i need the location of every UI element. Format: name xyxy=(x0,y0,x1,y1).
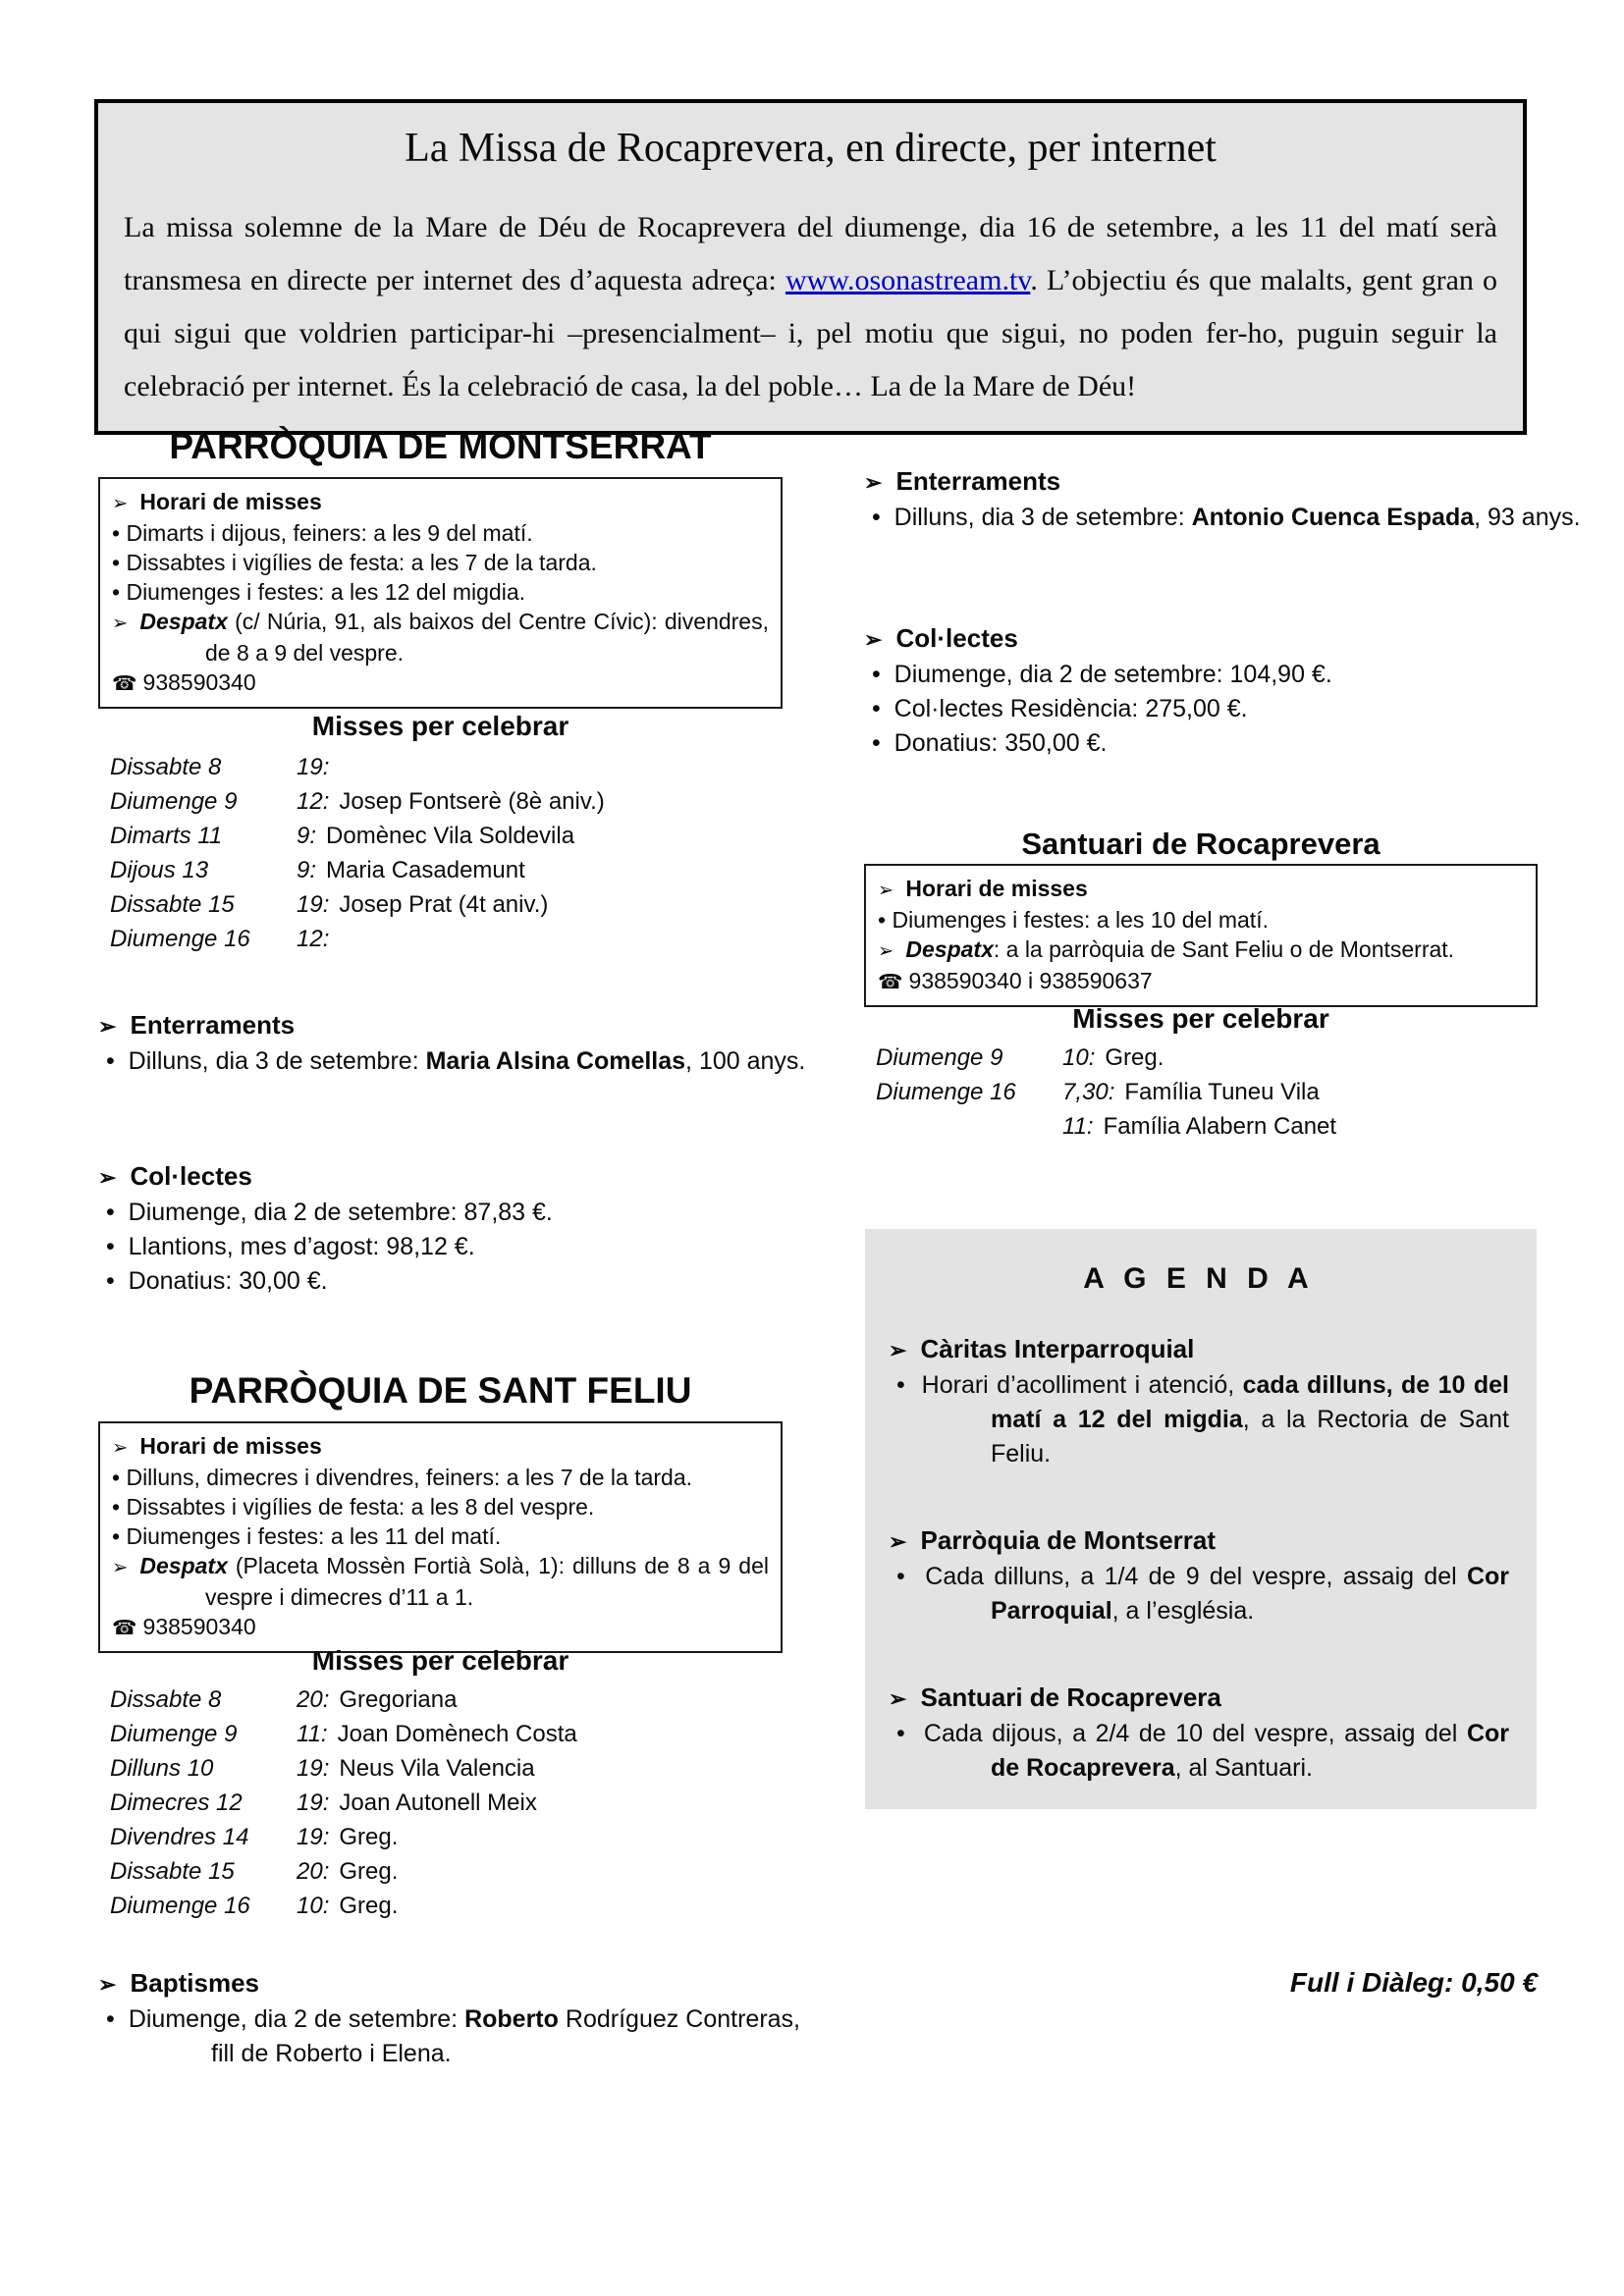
mass-name: Joan Domènech Costa xyxy=(337,1721,577,1747)
arrowhead-icon xyxy=(98,1968,131,1998)
phone-number xyxy=(112,1612,769,1643)
banner-text-post: . L’objectiu és que malalts, gent gran o qui sigui que voldrien participar-hi –presencialment– i, pel motiu que sigui, no poden fer-ho, puguin seguir la celebració per internet. És la celebració de casa, la del poble… La de la Mare de Déu! xyxy=(124,264,1497,402)
mass-row xyxy=(98,1751,783,1786)
mass-day: Dijous 13 xyxy=(110,857,209,883)
stream-link[interactable]: www.osonastream.tv xyxy=(785,264,1031,296)
mass-day: Dilluns 10 xyxy=(110,1755,214,1782)
phone-icon xyxy=(112,669,143,695)
agenda-item-heading xyxy=(889,1522,1509,1560)
santfeliu-baptismes xyxy=(98,1965,800,2071)
mass-row xyxy=(864,1041,1538,1075)
mass-row xyxy=(98,1854,783,1889)
agenda-title: A G E N D A xyxy=(1083,1262,1315,1295)
banner-title: La Missa de Rocaprevera, en directe, per internet xyxy=(405,126,1217,171)
banner-body xyxy=(124,201,1497,413)
entry-bold: cada dilluns, de 10 del matí a 12 del migdia xyxy=(991,1371,1509,1433)
mass-time: 20: xyxy=(297,1858,330,1885)
agenda-box xyxy=(865,1229,1537,1809)
mass-name: Neus Vila Valencia xyxy=(339,1755,535,1782)
mass-row xyxy=(98,853,783,887)
mass-name: Greg. xyxy=(339,1858,399,1885)
mass-name: Greg. xyxy=(339,1893,399,1919)
santuari-horari-box xyxy=(864,864,1538,1007)
agenda-item xyxy=(889,1331,1509,1471)
heading-label: Enterraments xyxy=(130,1010,296,1040)
baptised-name: Roberto xyxy=(464,2005,559,2033)
santfeliu-misses-table xyxy=(98,1682,783,1923)
entry-text: , 100 anys. xyxy=(685,1047,806,1075)
horari-heading xyxy=(112,487,769,518)
entry-text: Diumenge, dia 2 de setembre: xyxy=(128,2005,465,2033)
right-collectes xyxy=(864,620,1538,761)
montserrat-collectes xyxy=(98,1158,783,1299)
mass-day: Dimarts 11 xyxy=(110,823,223,849)
santuari-misses-table xyxy=(864,1041,1538,1144)
montserrat-horari-box xyxy=(98,477,783,709)
mass-time: 12: xyxy=(297,926,330,952)
horari-item: • Dilluns, dimecres i divendres, feiners: a les 7 de la tarda. xyxy=(112,1463,769,1492)
phone-value: 938590340 xyxy=(142,669,256,695)
heading-label: Baptismes xyxy=(130,1968,260,1998)
entry-bold: Cor de Rocaprevera xyxy=(991,1720,1509,1782)
agenda-item-text xyxy=(889,1560,1509,1629)
horari-item: • Dissabtes i vigílies de festa: a les 7 de la tarda. xyxy=(112,548,769,577)
arrowhead-icon xyxy=(112,1433,139,1459)
mass-name: Família Tuneu Vila xyxy=(1124,1079,1320,1105)
heading-label: Parròquia de Montserrat xyxy=(920,1525,1217,1555)
phone-number xyxy=(878,966,1524,997)
enterrament-entry xyxy=(864,501,1624,535)
arrowhead-icon xyxy=(112,1553,139,1578)
mass-time: 11: xyxy=(297,1721,328,1747)
entry-text: , a la Rectoria de Sant Feliu. xyxy=(991,1406,1509,1468)
entry-text: , 93 anys. xyxy=(1474,504,1581,531)
heading-label: Santuari de Rocaprevera xyxy=(920,1682,1221,1712)
mass-time: 19: xyxy=(297,1755,330,1782)
mass-row xyxy=(98,750,783,784)
phone-icon xyxy=(112,1614,143,1639)
arrowhead-icon xyxy=(112,489,139,514)
entry-text: Dilluns, dia 3 de setembre: xyxy=(893,504,1192,531)
entry-bold: Cor Parroquial xyxy=(991,1563,1509,1625)
enterraments-heading xyxy=(98,1007,783,1044)
agenda-item xyxy=(889,1522,1509,1629)
mass-time: 19: xyxy=(297,1824,330,1850)
mass-day: Dissabte 8 xyxy=(110,1686,222,1713)
horari-item: • Dimarts i dijous, feiners: a les 9 del matí. xyxy=(112,518,769,548)
mass-name: Domènec Vila Soldevila xyxy=(326,823,575,849)
despatx-label: Despatx xyxy=(905,936,994,962)
right-enterraments xyxy=(864,463,1581,535)
entry-text: Dilluns, dia 3 de setembre: xyxy=(128,1047,426,1075)
enterraments-heading xyxy=(864,463,1538,501)
santfeliu-horari-box xyxy=(98,1421,783,1653)
mass-time: 20: xyxy=(297,1686,330,1713)
banner-text-pre: La missa solemne de la Mare de Déu de Rocaprevera del diumenge, dia 16 de setembre, a les 11 del matí serà transmesa en directe per internet des d’aquesta adreça: xyxy=(124,211,1497,296)
entry-text: , al Santuari. xyxy=(1174,1754,1313,1782)
mass-row xyxy=(98,1820,783,1854)
arrowhead-icon xyxy=(98,1010,131,1040)
mass-day: Diumenge 9 xyxy=(110,1721,238,1747)
montserrat-misses-title: Misses per celebrar xyxy=(311,711,569,741)
horari-item: • Diumenges i festes: a les 12 del migdia. xyxy=(112,577,769,607)
mass-day xyxy=(864,1109,1062,1144)
mass-day: Diumenge 16 xyxy=(876,1079,1016,1105)
mass-row xyxy=(98,922,783,956)
entry-text: Cada dijous, a 2/4 de 10 del vespre, assaig del xyxy=(923,1720,1467,1747)
baptisme-entry xyxy=(98,2002,800,2071)
phone-value: 938590340 xyxy=(142,1614,256,1639)
despatx-label: Despatx xyxy=(139,1553,228,1578)
santfeliu-title: PARRÒQUIA DE SANT FELIU xyxy=(189,1370,692,1411)
montserrat-title: PARRÒQUIA DE MONTSERRAT xyxy=(169,426,712,466)
mass-time: 19: xyxy=(297,891,330,918)
mass-name: Joan Autonell Meix xyxy=(339,1789,537,1816)
price-note: Full i Diàleg: 0,50 € xyxy=(1289,1967,1538,1998)
arrowhead-icon xyxy=(889,1682,921,1712)
mass-row xyxy=(98,819,783,853)
mass-time: 19: xyxy=(297,754,330,780)
arrowhead-icon xyxy=(878,936,905,962)
horari-item: • Diumenges i festes: a les 11 del matí. xyxy=(112,1522,769,1551)
horari-item: • Dissabtes i vigílies de festa: a les 8 del vespre. xyxy=(112,1492,769,1522)
despatx-text: (Placeta Mossèn Fortià Solà, 1): dilluns de 8 a 9 del vespre i dimecres d’11 a 1. xyxy=(205,1553,769,1610)
montserrat-misses-table xyxy=(98,750,783,956)
arrowhead-icon xyxy=(878,876,905,901)
arrowhead-icon xyxy=(112,609,139,634)
mass-time: 19: xyxy=(297,1789,330,1816)
heading-label: Col·lectes xyxy=(130,1161,252,1191)
collecte-item: • Llantions, mes d’agost: 98,12 €. xyxy=(98,1230,783,1264)
deceased-name: Antonio Cuenca Espada xyxy=(1191,504,1475,531)
despatx-label: Despatx xyxy=(139,609,228,634)
banner-box xyxy=(94,99,1527,435)
phone-icon xyxy=(878,968,909,993)
horari-heading xyxy=(878,874,1524,905)
heading-label: Enterraments xyxy=(895,466,1061,496)
despatx-line xyxy=(112,1551,769,1612)
enterrament-entry xyxy=(98,1044,820,1079)
mass-time: 7,30: xyxy=(1062,1079,1115,1105)
mass-day: Diumenge 9 xyxy=(110,788,238,815)
phone-number xyxy=(112,667,769,699)
agenda-item-text xyxy=(889,1368,1509,1471)
mass-row xyxy=(98,1717,783,1751)
heading-label: Càritas Interparroquial xyxy=(920,1334,1195,1363)
arrowhead-icon xyxy=(864,623,896,653)
santfeliu-misses-title: Misses per celebrar xyxy=(311,1645,569,1676)
agenda-item xyxy=(889,1680,1509,1786)
collecte-item: • Donatius: 350,00 €. xyxy=(864,726,1538,761)
despatx-line xyxy=(112,607,769,667)
collectes-heading xyxy=(98,1158,783,1196)
entry-text: Rodríguez Contreras, fill de Roberto i Elena. xyxy=(211,2005,800,2067)
horari-item: • Diumenges i festes: a les 10 del matí. xyxy=(878,905,1524,934)
mass-day: Dimecres 12 xyxy=(110,1789,243,1816)
collecte-item: • Donatius: 30,00 €. xyxy=(98,1264,783,1299)
entry-text: Horari d’acolliment i atenció, xyxy=(921,1371,1243,1399)
mass-name: Greg. xyxy=(1105,1044,1164,1071)
mass-name: Josep Prat (4t aniv.) xyxy=(339,891,549,918)
mass-row xyxy=(98,887,783,922)
horari-heading-label: Horari de misses xyxy=(139,489,322,514)
mass-name: Família Alabern Canet xyxy=(1103,1113,1337,1140)
despatx-text: (c/ Núria, 91, als baixos del Centre Cívic): divendres, de 8 a 9 del vespre. xyxy=(205,609,769,666)
mass-day: Diumenge 16 xyxy=(110,926,250,952)
mass-row xyxy=(864,1075,1538,1109)
montserrat-enterraments xyxy=(98,1007,806,1079)
mass-time: 12: xyxy=(297,788,330,815)
collecte-item: • Diumenge, dia 2 de setembre: 104,90 €. xyxy=(864,658,1538,692)
horari-heading-label: Horari de misses xyxy=(139,1433,322,1459)
mass-row xyxy=(98,1682,783,1717)
mass-row xyxy=(864,1109,1538,1144)
entry-text: , a l’església. xyxy=(1111,1597,1255,1625)
agenda-item-text xyxy=(889,1717,1509,1786)
collecte-item: • Col·lectes Residència: 275,00 €. xyxy=(864,692,1538,726)
mass-time: 9: xyxy=(297,823,317,849)
mass-day: Dissabte 15 xyxy=(110,1858,235,1885)
arrowhead-icon xyxy=(889,1334,921,1363)
mass-row xyxy=(98,1889,783,1923)
arrowhead-icon xyxy=(864,466,896,496)
collectes-heading xyxy=(864,620,1538,658)
agenda-item-heading xyxy=(889,1331,1509,1368)
mass-day: Dissabte 15 xyxy=(110,891,235,918)
entry-text: Cada dilluns, a 1/4 de 9 del vespre, assaig del xyxy=(925,1563,1467,1590)
mass-time: 10: xyxy=(297,1893,330,1919)
mass-name: Maria Casademunt xyxy=(326,857,525,883)
mass-row xyxy=(98,784,783,819)
mass-day: Diumenge 9 xyxy=(876,1044,1003,1071)
arrowhead-icon xyxy=(98,1161,131,1191)
mass-time: 10: xyxy=(1062,1044,1096,1071)
heading-label: Col·lectes xyxy=(895,623,1018,653)
mass-time: 11: xyxy=(1062,1113,1094,1140)
despatx-text: : a la parròquia de Sant Feliu o de Montserrat. xyxy=(993,936,1455,962)
phone-value: 938590340 i 938590637 xyxy=(908,968,1153,993)
horari-heading-label: Horari de misses xyxy=(905,876,1088,901)
mass-day: Dissabte 8 xyxy=(110,754,222,780)
agenda-item-heading xyxy=(889,1680,1509,1717)
mass-name: Gregoriana xyxy=(339,1686,458,1713)
baptismes-heading xyxy=(98,1965,783,2002)
despatx-line xyxy=(878,934,1524,966)
mass-day: Divendres 14 xyxy=(110,1824,249,1850)
mass-day: Diumenge 16 xyxy=(110,1893,250,1919)
santuari-title: Santuari de Rocaprevera xyxy=(1021,827,1380,861)
arrowhead-icon xyxy=(889,1525,921,1555)
mass-name: Josep Fontserè (8è aniv.) xyxy=(339,788,605,815)
horari-heading xyxy=(112,1431,769,1463)
collecte-item: • Diumenge, dia 2 de setembre: 87,83 €. xyxy=(98,1196,783,1230)
mass-name: Greg. xyxy=(339,1824,399,1850)
santuari-misses-title: Misses per celebrar xyxy=(1072,1003,1329,1034)
mass-row xyxy=(98,1786,783,1820)
deceased-name: Maria Alsina Comellas xyxy=(425,1047,686,1075)
mass-time: 9: xyxy=(297,857,317,883)
